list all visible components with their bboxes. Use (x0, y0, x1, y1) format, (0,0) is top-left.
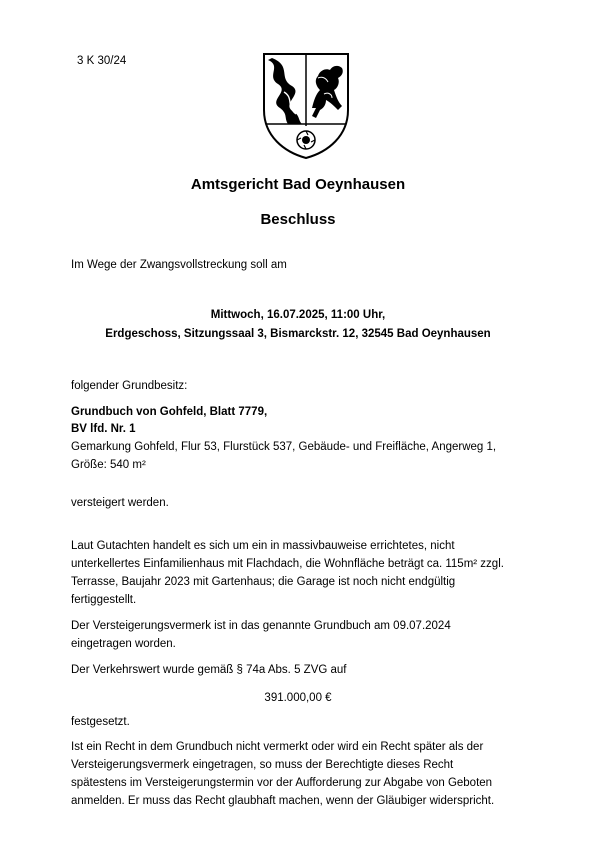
gemarkung-line: Gemarkung Gohfeld, Flur 53, Flurstück 537, Gebäude- und Freifläche, Angerweg 1, (71, 441, 497, 453)
intro-text: Im Wege der Zwangsvollstreckung soll am (71, 259, 287, 271)
document-title: Beschluss (260, 211, 336, 228)
gemarkung-line: Größe: 540 m² (71, 459, 146, 471)
market-value-amount: 391.000,00 € (264, 692, 332, 704)
rights-paragraph (71, 738, 541, 810)
rights-line: spätestens im Versteigerungstermin vor der Aufforderung zur Abgabe von Geboten (71, 777, 493, 789)
rights-line: Ist ein Recht in dem Grundbuch nicht vermerkt oder wird ein Recht später als der (71, 741, 484, 753)
coat-of-arms-emblem (258, 48, 354, 160)
appraisal-line: unterkellertes Einfamilienhaus mit Flachdach, die Wohnfläche beträgt ca. 115m² zzgl. (71, 558, 504, 570)
vermerk-paragraph (71, 617, 541, 653)
appraisal-line: fertiggestellt. (71, 594, 137, 606)
appraisal-line: Terrasse, Baujahr 2023 mit Gartenhaus; die Garage ist noch nicht endgültig (71, 576, 456, 588)
festgesetzt-text: festgesetzt. (71, 716, 130, 728)
bv-number: BV lfd. Nr. 1 (71, 423, 136, 435)
rights-line: Versteigerungsvermerk eingetragen, so muss der Berechtigte dieses Recht (71, 759, 454, 771)
auction-location: Erdgeschoss, Sitzungssaal 3, Bismarckstr. 12, 32545 Bad Oeynhausen (105, 328, 491, 340)
appraisal-paragraph (71, 537, 541, 609)
rights-line: anmelden. Er muss das Recht glaubhaft machen, wenn der Gläubiger widerspricht. (71, 795, 495, 807)
court-name: Amtsgericht Bad Oeynhausen (190, 176, 406, 193)
gemarkung-paragraph (71, 438, 541, 474)
auction-statement: versteigert werden. (71, 497, 169, 509)
vermerk-line: Der Versteigerungsvermerk ist in das genannte Grundbuch am 09.07.2024 (71, 620, 451, 632)
appraisal-line: Laut Gutachten handelt es sich um ein in massivbauweise errichtetes, nicht (71, 540, 455, 552)
file-number: 3 K 30/24 (77, 55, 127, 67)
grundbuch-reference: Grundbuch von Gohfeld, Blatt 7779, (71, 406, 268, 418)
property-intro: folgender Grundbesitz: (71, 380, 188, 392)
market-value-intro: Der Verkehrswert wurde gemäß § 74a Abs. 5 ZVG auf (71, 664, 347, 676)
vermerk-line: eingetragen worden. (71, 638, 176, 650)
auction-date-time: Mittwoch, 16.07.2025, 11:00 Uhr, (210, 309, 386, 321)
